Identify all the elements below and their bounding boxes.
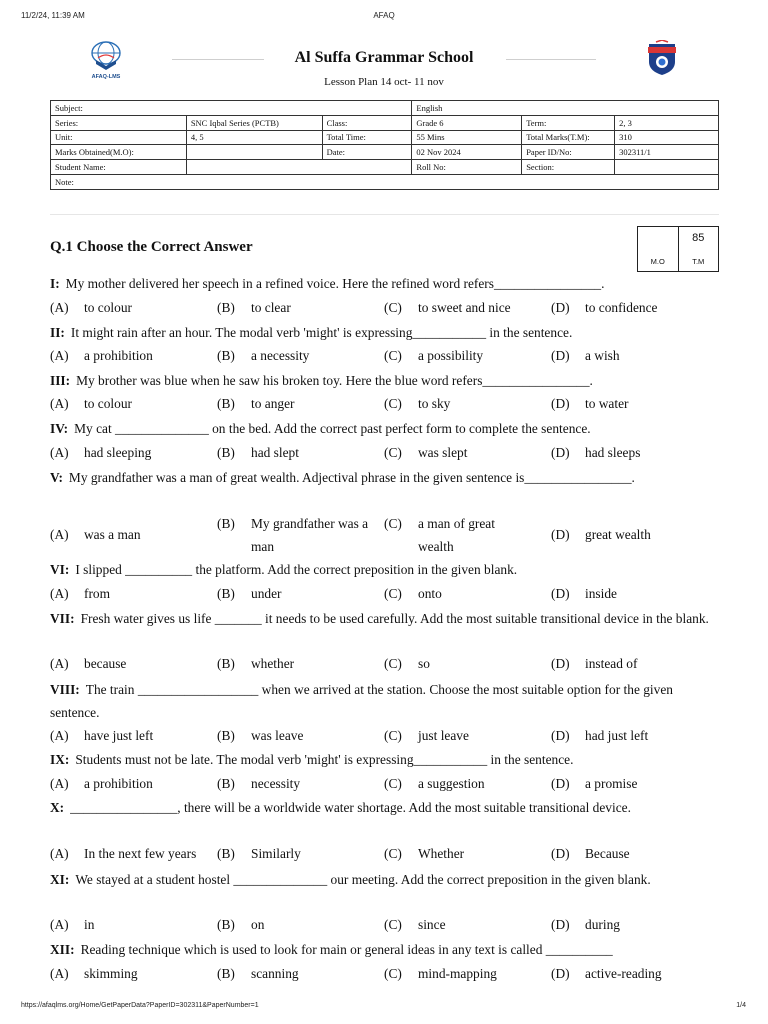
question-10: X: ________________, there will be a worldwide water shortage. Add the most suitable transitional device. [50, 800, 631, 815]
option-b: (B) on [217, 917, 265, 932]
option-c: (C) a man of great wealth [384, 516, 495, 554]
option-d: (D) to water [551, 396, 629, 411]
question-11: XI: We stayed at a student hostel ______________ our meeting. Add the correct preposition in the given blank. [50, 872, 651, 887]
option-d: (D) active-reading [551, 966, 662, 981]
question-number: I: [50, 276, 60, 291]
question-7: VII: Fresh water gives us life _______ it needs to be used carefully. Add the most suitable transitional device in the blank. [50, 611, 709, 626]
question-11-options [50, 913, 724, 936]
option-c: (C) just leave [384, 728, 469, 743]
paper-id-label: Paper ID/No: [522, 145, 615, 160]
question-4-options [50, 441, 724, 464]
question-9: IX: Students must not be late. The modal verb 'might' is expressing___________ in the sentence. [50, 752, 574, 767]
option-c: (C) to sky [384, 396, 451, 411]
class-value: Grade 6 [412, 115, 522, 130]
option-b: (B) had slept [217, 445, 299, 460]
question-4: IV: My cat ______________ on the bed. Add the correct past perfect form to complete the sentence. [50, 421, 591, 436]
option-b: (B) a necessity [217, 348, 310, 363]
print-page-number: 1/4 [736, 1002, 746, 1009]
question-2: II: It might rain after an hour. The modal verb 'might' is expressing___________ in the sentence. [50, 325, 573, 340]
print-footer [0, 1002, 768, 1014]
option-b: (B) was leave [217, 728, 304, 743]
roll-no-label: Roll No: [412, 160, 522, 175]
lesson-plan: Lesson Plan 14 oct- 11 nov [324, 76, 444, 88]
subject-value: English [412, 101, 719, 116]
section-separator [50, 214, 719, 215]
option-d: (D) during [551, 917, 620, 932]
option-b: (B) necessity [217, 776, 301, 791]
print-url[interactable]: https://afaqlms.org/Home/GetPaperData?PaperID=302311&PaperNumber=1 [21, 1002, 259, 1009]
option-d: (D) instead of [551, 656, 638, 671]
subject-label: Subject: [51, 101, 412, 116]
term-label: Term: [522, 115, 615, 130]
question-1-options [50, 296, 724, 319]
option-d: (D) a promise [551, 776, 638, 791]
series-value: SNC Iqbal Series (PCTB) [186, 115, 322, 130]
option-b: (B) under [217, 586, 282, 601]
option-a: (A) In the next few years [50, 846, 197, 861]
option-b: (B) to clear [217, 300, 291, 315]
option-c: (C) a suggestion [384, 776, 485, 791]
date-label: Date: [322, 145, 412, 160]
option-c: (C) Whether [384, 846, 465, 861]
option-d: (D) to confidence [551, 300, 658, 315]
total-time-label: Total Time: [322, 130, 412, 145]
option-a: (A) in [50, 917, 95, 932]
unit-label: Unit: [51, 130, 187, 145]
option-d: (D) inside [551, 586, 617, 601]
option-c: (C) onto [384, 586, 442, 601]
series-label: Series: [51, 115, 187, 130]
svg-text:AFAQ-LMS: AFAQ-LMS [91, 74, 121, 80]
option-a: (A) to colour [50, 396, 132, 411]
score-box [637, 226, 719, 272]
option-a: (A) a prohibition [50, 348, 153, 363]
paper-info-table [50, 100, 719, 190]
question-5: V: My grandfather was a man of great wealth. Adjectival phrase in the given sentence is________________. [50, 470, 635, 485]
section-title: Q.1 Choose the Correct Answer [50, 239, 253, 255]
question-2-options [50, 344, 724, 367]
tm-label: T.M [692, 257, 705, 266]
print-page-title: AFAQ [373, 11, 395, 20]
option-d: (D) great wealth [551, 527, 651, 542]
option-c: (C) mind-mapping [384, 966, 497, 981]
question-12-options [50, 962, 724, 985]
question-7-options [50, 652, 724, 675]
option-d: (D) Because [551, 846, 630, 861]
print-datetime: 11/2/24, 11:39 AM [21, 11, 85, 20]
date-value: 02 Nov 2024 [412, 145, 522, 160]
marks-obtained-label: Marks Obtained(M.O): [51, 145, 187, 160]
question-6: VI: I slipped __________ the platform. Add the correct preposition in the given blank. [50, 562, 518, 577]
question-6-options [50, 582, 724, 605]
question-12: XII: Reading technique which is used to look for main or general ideas in any text is called __________ [50, 942, 613, 957]
option-c: (C) since [384, 917, 446, 932]
option-d: (D) had just left [551, 728, 649, 743]
question-8: VIII: The train __________________ when we arrived at the station. Choose the most suitable option for the given sentence. [50, 682, 673, 720]
option-c: (C) so [384, 656, 430, 671]
question-8-options [50, 724, 724, 747]
paper-id-value: 302311/1 [615, 145, 719, 160]
total-time-value: 55 Mins [412, 130, 522, 145]
school-name: Al Suffa Grammar School [294, 49, 474, 66]
option-a: (A) was a man [50, 527, 141, 542]
total-marks-value: 310 [615, 130, 719, 145]
print-header [0, 11, 768, 23]
note-label: Note: [51, 174, 719, 189]
question-text: My mother delivered her speech in a refined voice. Here the refined word refers________________. [65, 276, 605, 291]
mo-label: M.O [650, 257, 665, 266]
term-value: 2, 3 [615, 115, 719, 130]
tm-value: 85 [692, 232, 705, 244]
section-value [615, 160, 719, 175]
option-a: (A) because [50, 656, 127, 671]
marks-obtained-cell [638, 227, 678, 271]
class-label: Class: [322, 115, 412, 130]
option-b: (B) My grandfather was a man [217, 516, 369, 554]
student-name-label: Student Name: [51, 160, 187, 175]
option-a: (A) a prohibition [50, 776, 153, 791]
section-label: Section: [522, 160, 615, 175]
option-d: (D) had sleeps [551, 445, 641, 460]
option-b: (B) Similarly [217, 846, 301, 861]
option-a: (A) from [50, 586, 111, 601]
option-b: (B) whether [217, 656, 295, 671]
unit-value: 4, 5 [186, 130, 322, 145]
option-c: (C) to sweet and nice [384, 300, 511, 315]
option-b: (B) scanning [217, 966, 299, 981]
question-9-options [50, 772, 724, 795]
total-marks-label: Total Marks(T.M): [522, 130, 615, 145]
option-c: (C) a possibility [384, 348, 484, 363]
question-10-options [50, 842, 724, 865]
question-1 [50, 272, 724, 295]
option-a: (A) have just left [50, 728, 154, 743]
option-b: (B) to anger [217, 396, 295, 411]
option-a: (A) to colour [50, 300, 132, 315]
total-marks-cell [678, 227, 719, 271]
question-3: III: My brother was blue when he saw his broken toy. Here the blue word refers________________. [50, 373, 593, 388]
option-c: (C) was slept [384, 445, 468, 460]
option-d: (D) a wish [551, 348, 620, 363]
question-3-options [50, 392, 724, 415]
student-name-value [186, 160, 412, 175]
option-a: (A) skimming [50, 966, 138, 981]
marks-obtained-value [186, 145, 322, 160]
option-a: (A) had sleeping [50, 445, 152, 460]
